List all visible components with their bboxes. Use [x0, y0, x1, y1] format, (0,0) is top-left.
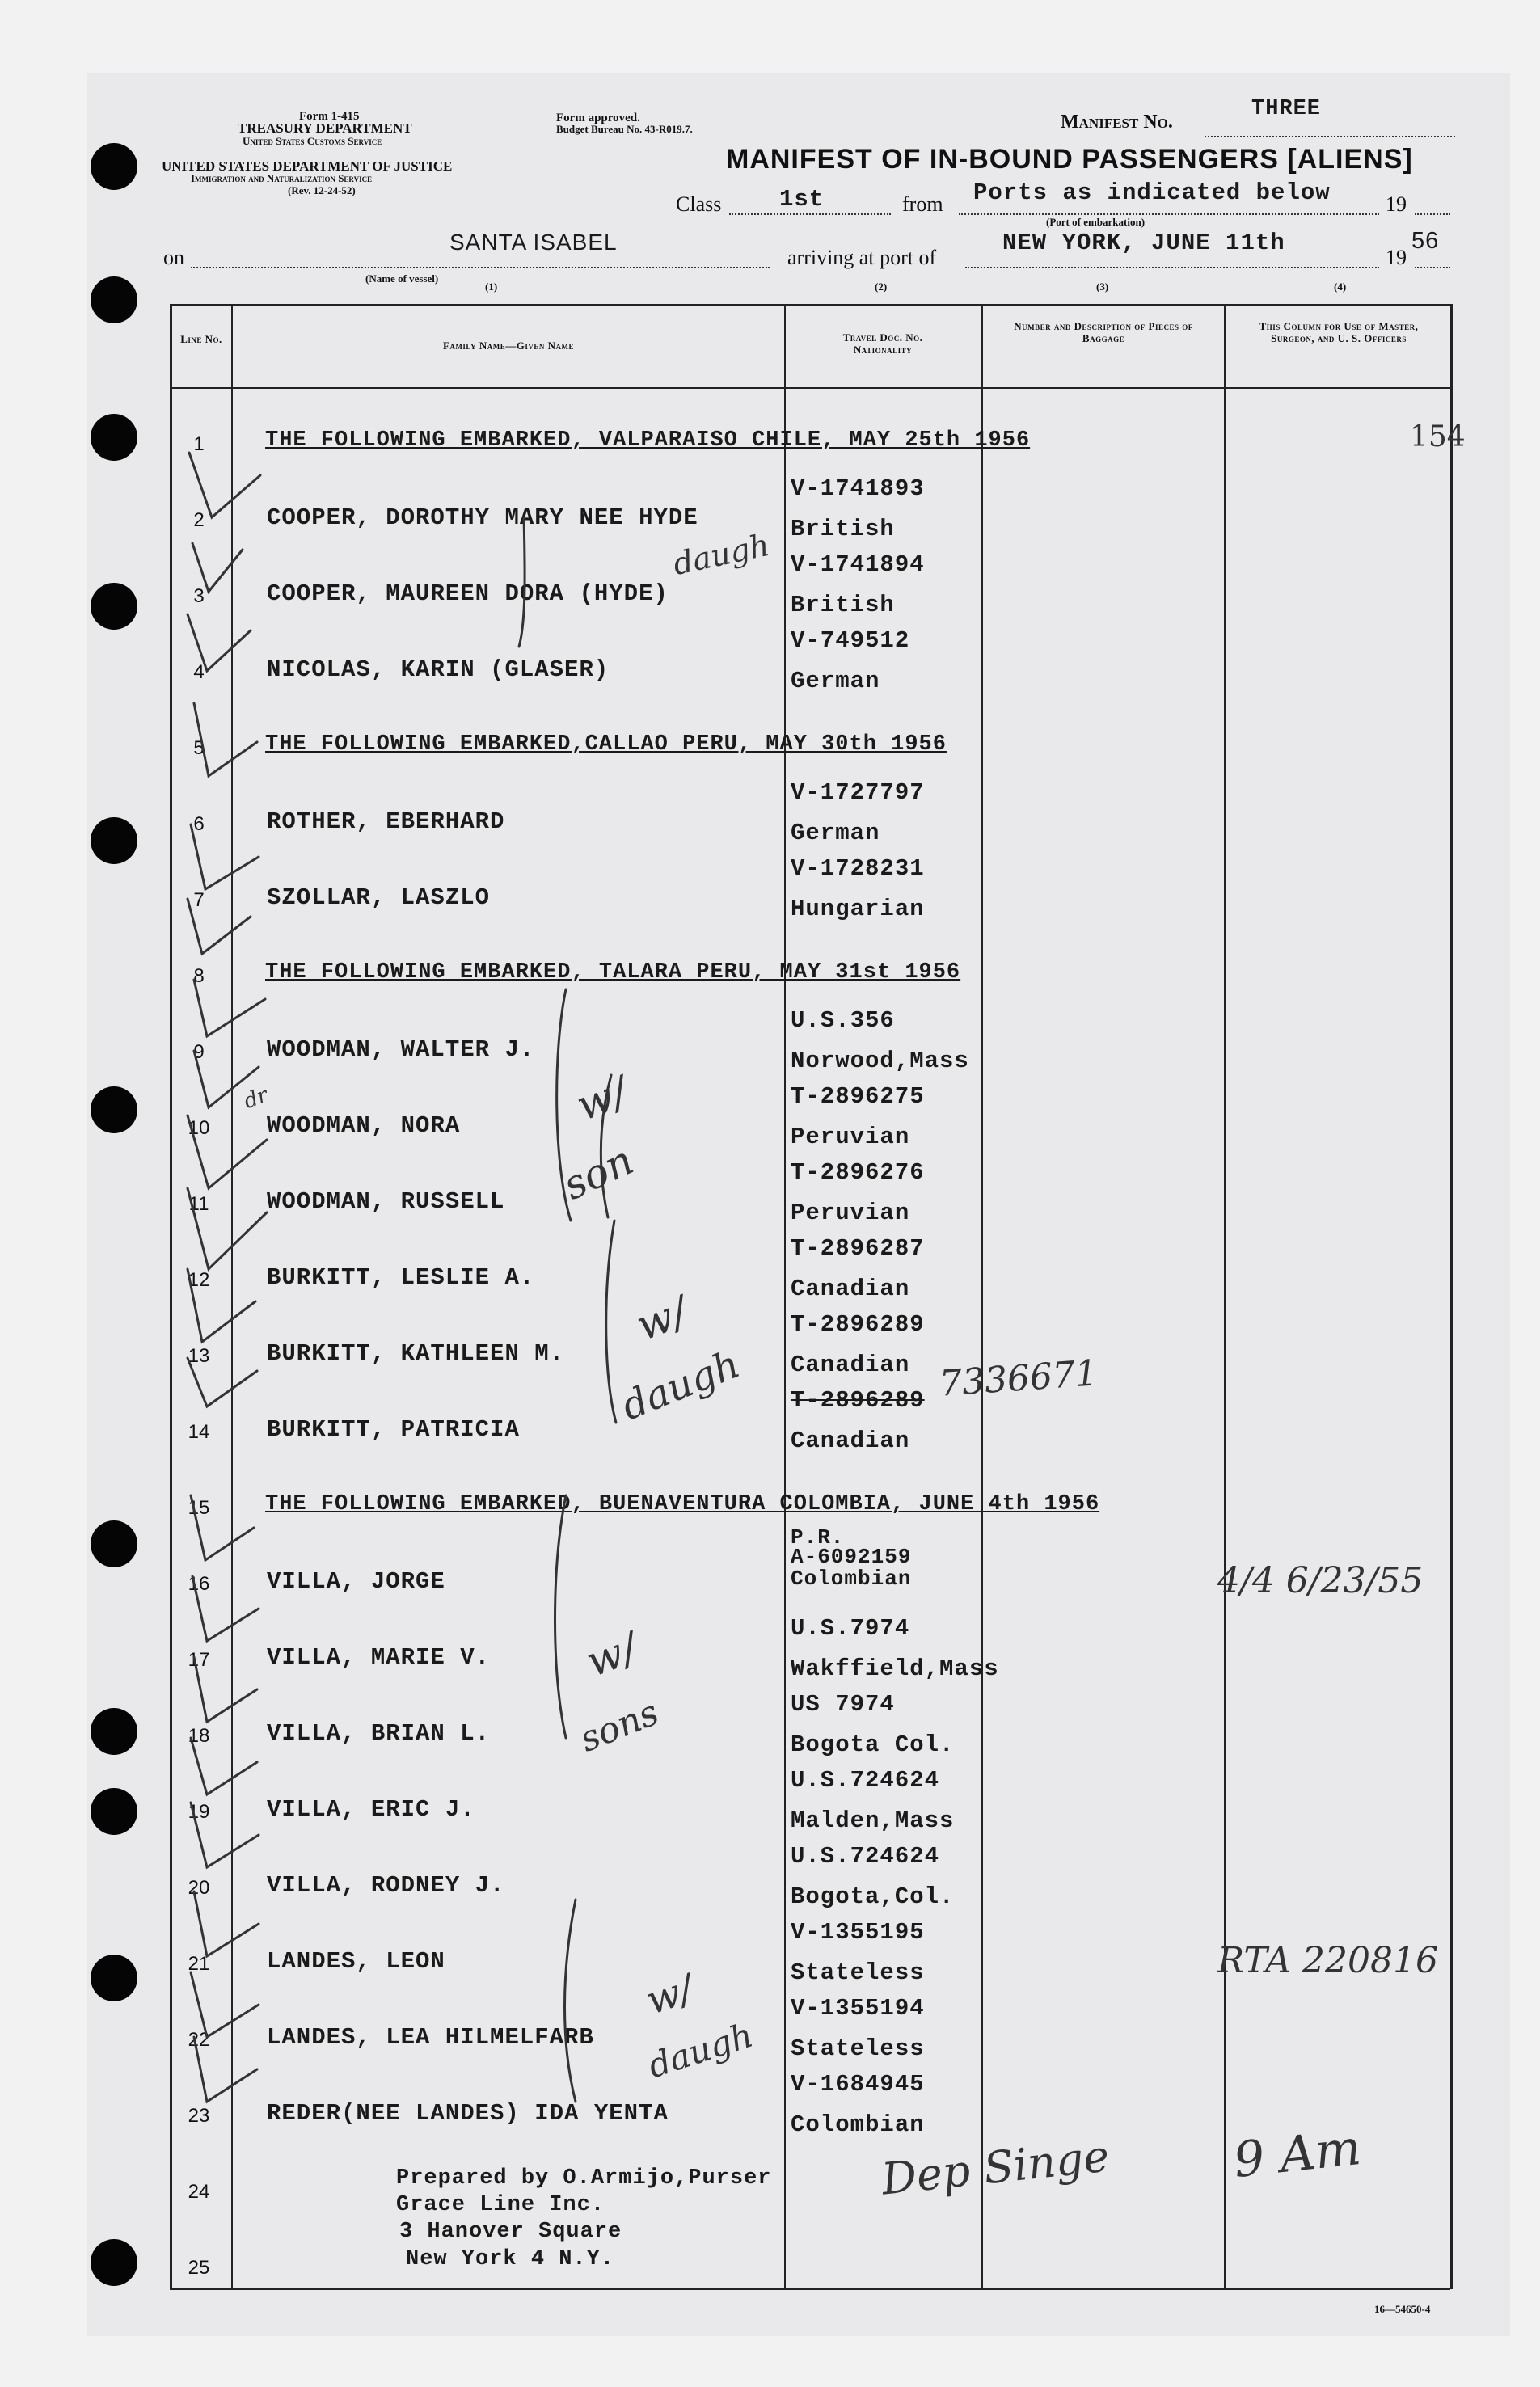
- nationality: Colombian: [791, 1567, 912, 1591]
- line-number: 25: [188, 2257, 210, 2279]
- year-prefix: 19: [1386, 192, 1407, 216]
- travel-doc-number: P.R. A-6092159: [791, 1525, 912, 1569]
- passenger-name: COOPER, MAUREEN DORA (HYDE): [267, 580, 669, 607]
- travel-doc-number: V-1741893: [791, 475, 925, 502]
- nationality: Peruvian: [791, 1124, 910, 1150]
- justice-dept: UNITED STATES DEPARTMENT OF JUSTICE: [162, 158, 453, 174]
- passenger-name: VILLA, BRIAN L.: [267, 1720, 491, 1747]
- page-title: MANIFEST OF IN-BOUND PASSENGERS [ALIENS]: [726, 144, 1413, 175]
- nationality: German: [791, 668, 880, 694]
- nationality: Canadian: [791, 1428, 910, 1454]
- preparer-line-1: Prepared by O.Armijo,Purser: [396, 2166, 772, 2191]
- nationality: British: [791, 516, 895, 542]
- form-number: Form 1-415: [299, 110, 360, 123]
- officer-note: RTA 220816: [1217, 1940, 1439, 1981]
- ins-service: Immigration and Naturalization Service: [191, 172, 373, 184]
- from-value: Ports as indicated below: [973, 179, 1331, 206]
- passenger-name: BURKITT, KATHLEEN M.: [267, 1340, 565, 1367]
- line-number: 21: [188, 1953, 210, 1975]
- punch-hole: [91, 1086, 137, 1133]
- handwriting-w: w/: [630, 1288, 694, 1351]
- handwriting-signature: 9 Am: [1230, 2119, 1364, 2190]
- line-number: 7: [193, 889, 205, 911]
- nationality: Canadian: [791, 1352, 910, 1378]
- travel-doc-number: U.S.724624: [791, 1843, 940, 1870]
- travel-doc-number: V-1727797: [791, 779, 925, 806]
- passenger-name: NICOLAS, KARIN (GLASER): [267, 656, 610, 683]
- punch-hole: [91, 583, 137, 630]
- passenger-name: VILLA, RODNEY J.: [267, 1872, 505, 1899]
- preparer-line-4: New York 4 N.Y.: [406, 2247, 615, 2271]
- passenger-name: WOODMAN, NORA: [267, 1112, 461, 1139]
- revision: (Rev. 12-24-52): [288, 184, 356, 196]
- travel-doc-number: T-2896275: [791, 1083, 925, 1110]
- punch-hole: [91, 143, 137, 190]
- line-number: 12: [188, 1269, 210, 1291]
- embarkation-heading: THE FOLLOWING EMBARKED, BUENAVENTURA COLOMBIA, JUNE 4th 1956: [265, 1492, 1100, 1516]
- punch-hole: [91, 276, 137, 323]
- passenger-name: ROTHER, EBERHARD: [267, 808, 505, 835]
- nationality: Canadian: [791, 1276, 910, 1302]
- class-label: Class: [676, 192, 722, 216]
- passenger-name: VILLA, JORGE: [267, 1568, 445, 1595]
- handwriting-w: w/: [570, 1068, 635, 1131]
- preparer-line-2: Grace Line Inc.: [396, 2193, 605, 2217]
- passenger-name: BURKITT, LESLIE A.: [267, 1264, 535, 1291]
- passenger-name: COOPER, DOROTHY MARY NEE HYDE: [267, 504, 698, 531]
- col-num-1: (1): [485, 280, 498, 293]
- line-number: 17: [188, 1649, 210, 1671]
- handwriting-daugh: daugh: [615, 1341, 746, 1430]
- line-number: 23: [188, 2105, 210, 2127]
- line-number: 13: [188, 1345, 210, 1367]
- passenger-name: LANDES, LEON: [267, 1948, 445, 1975]
- col-num-2: (2): [875, 280, 888, 293]
- punch-hole: [91, 817, 137, 864]
- line-number: 22: [188, 2029, 210, 2051]
- line-number: 18: [188, 1725, 210, 1747]
- line-number: 5: [193, 737, 205, 759]
- line-number: 20: [188, 1877, 210, 1899]
- passenger-name: LANDES, LEA HILMELFARB: [267, 2024, 594, 2051]
- travel-doc-number: V-1741894: [791, 551, 925, 578]
- handwriting-w: w/: [640, 1966, 699, 2024]
- line-number: 19: [188, 1801, 210, 1823]
- embarkation-heading: THE FOLLOWING EMBARKED, TALARA PERU, MAY 31st 1956: [265, 960, 961, 985]
- travel-doc-number: V-1355195: [791, 1919, 925, 1946]
- line-number: 4: [193, 661, 205, 683]
- port-caption: (Port of embarkation): [1046, 216, 1146, 228]
- passenger-name: BURKITT, PATRICIA: [267, 1416, 520, 1443]
- punch-hole: [91, 2239, 137, 2286]
- line-number: 3: [193, 585, 205, 607]
- treasury-dept: TREASURY DEPARTMENT: [238, 120, 412, 136]
- arrival-year-prefix: 19: [1386, 246, 1407, 269]
- travel-doc-number: U.S.724624: [791, 1767, 940, 1794]
- line-number: 14: [188, 1421, 210, 1443]
- embarkation-heading: THE FOLLOWING EMBARKED,CALLAO PERU, MAY 30th 1956: [265, 732, 947, 757]
- line-number: 10: [188, 1117, 210, 1139]
- nationality: Wakffield,Mass: [791, 1655, 999, 1682]
- vessel-caption: (Name of vessel): [365, 272, 439, 285]
- col-header-name: Family Name—Given Name: [442, 339, 574, 352]
- arrival-year: 56: [1411, 228, 1440, 254]
- travel-doc-number: V-1684945: [791, 2071, 925, 2098]
- nationality: Norwood,Mass: [791, 1048, 969, 1074]
- handwriting-daugh: daugh: [643, 2014, 758, 2086]
- nationality: Bogota Col.: [791, 1731, 955, 1758]
- travel-doc-number: T-2896287: [791, 1235, 925, 1262]
- nationality: German: [791, 820, 880, 846]
- handwriting-w: w/: [580, 1624, 644, 1687]
- nationality: Peruvian: [791, 1200, 910, 1226]
- from-label: from: [902, 192, 943, 216]
- passenger-name: SZOLLAR, LASZLO: [267, 884, 491, 911]
- line-number: 8: [193, 965, 205, 987]
- line-number: 2: [193, 509, 205, 531]
- officer-note: 154: [1410, 420, 1466, 453]
- nationality: Stateless: [791, 1959, 925, 1986]
- travel-doc-number: V-749512: [791, 627, 910, 654]
- col-header-line-no: Line No.: [180, 333, 222, 345]
- travel-doc-number: V-1728231: [791, 855, 925, 882]
- line-number: 9: [193, 1041, 205, 1063]
- travel-doc-number: U.S.7974: [791, 1615, 910, 1642]
- line-number: 24: [188, 2181, 210, 2203]
- passenger-name: VILLA, MARIE V.: [267, 1644, 491, 1671]
- passenger-name: VILLA, ERIC J.: [267, 1796, 475, 1823]
- nationality: Bogota,Col.: [791, 1883, 955, 1910]
- travel-doc-number: T-2896276: [791, 1159, 925, 1186]
- preparer-line-3: 3 Hanover Square: [399, 2220, 622, 2244]
- form-approved: Form approved.: [556, 112, 640, 124]
- line-number: 11: [188, 1193, 209, 1215]
- nationality: Colombian: [791, 2111, 925, 2138]
- nationality: Stateless: [791, 2035, 925, 2062]
- handwriting-son: son: [555, 1137, 641, 1209]
- nationality: Malden,Mass: [791, 1807, 955, 1834]
- nationality: British: [791, 592, 895, 618]
- line-number: 6: [193, 813, 205, 835]
- passenger-name: REDER(NEE LANDES) IDA YENTA: [267, 2100, 669, 2127]
- passenger-name: WOODMAN, RUSSELL: [267, 1188, 505, 1215]
- passenger-name: WOODMAN, WALTER J.: [267, 1036, 535, 1063]
- officer-note: 4/4 6/23/55: [1217, 1560, 1424, 1601]
- punch-hole: [91, 1708, 137, 1755]
- line-number: 15: [188, 1497, 210, 1519]
- handwriting-dr: dr: [240, 1082, 272, 1115]
- col-header-officers: This Column for Use of Master, Surgeon, and U. S. Officers: [1259, 320, 1419, 344]
- footer-code: 16—54650-4: [1374, 2303, 1431, 2315]
- handwriting-correction: 7336671: [938, 1352, 1099, 1405]
- line-number: 1: [193, 433, 205, 455]
- nationality: Hungarian: [791, 896, 925, 922]
- class-value: 1st: [779, 186, 825, 213]
- col-header-travel-doc: Travel Doc. No. Nationality: [842, 331, 923, 356]
- embarkation-heading: THE FOLLOWING EMBARKED, VALPARAISO CHILE, MAY 25th 1956: [265, 428, 1031, 453]
- arriving-label: arriving at port of: [787, 246, 937, 269]
- arrival-port: NEW YORK, JUNE 11th: [1002, 230, 1285, 256]
- manifest-no-label: Manifest No.: [1061, 112, 1173, 133]
- travel-doc-number: US 7974: [791, 1691, 895, 1718]
- budget-bureau: Budget Bureau No. 43-R019.7.: [556, 123, 693, 135]
- col-header-baggage: Number and Description of Pieces of Baggage: [1014, 320, 1193, 344]
- travel-doc-number: T-2896289: [791, 1387, 925, 1414]
- punch-hole: [91, 1955, 137, 2001]
- handwriting-signature: Dep Singe: [879, 2130, 1112, 2205]
- col-num-4: (4): [1334, 280, 1347, 293]
- line-number: 16: [188, 1573, 210, 1595]
- travel-doc-number: V-1355194: [791, 1995, 925, 2022]
- customs-service: United States Customs Service: [243, 135, 382, 147]
- punch-hole: [91, 1520, 137, 1567]
- manifest-number: THREE: [1251, 97, 1322, 121]
- travel-doc-number: U.S.356: [791, 1007, 895, 1034]
- handwriting-sons: sons: [574, 1692, 665, 1761]
- vessel-name: SANTA ISABEL: [449, 230, 618, 255]
- on-label: on: [163, 246, 184, 269]
- punch-hole: [91, 1788, 137, 1835]
- travel-doc-number: T-2896289: [791, 1311, 925, 1338]
- punch-hole: [91, 414, 137, 461]
- col-num-3: (3): [1096, 280, 1109, 293]
- handwriting-daugh: daugh: [669, 526, 773, 583]
